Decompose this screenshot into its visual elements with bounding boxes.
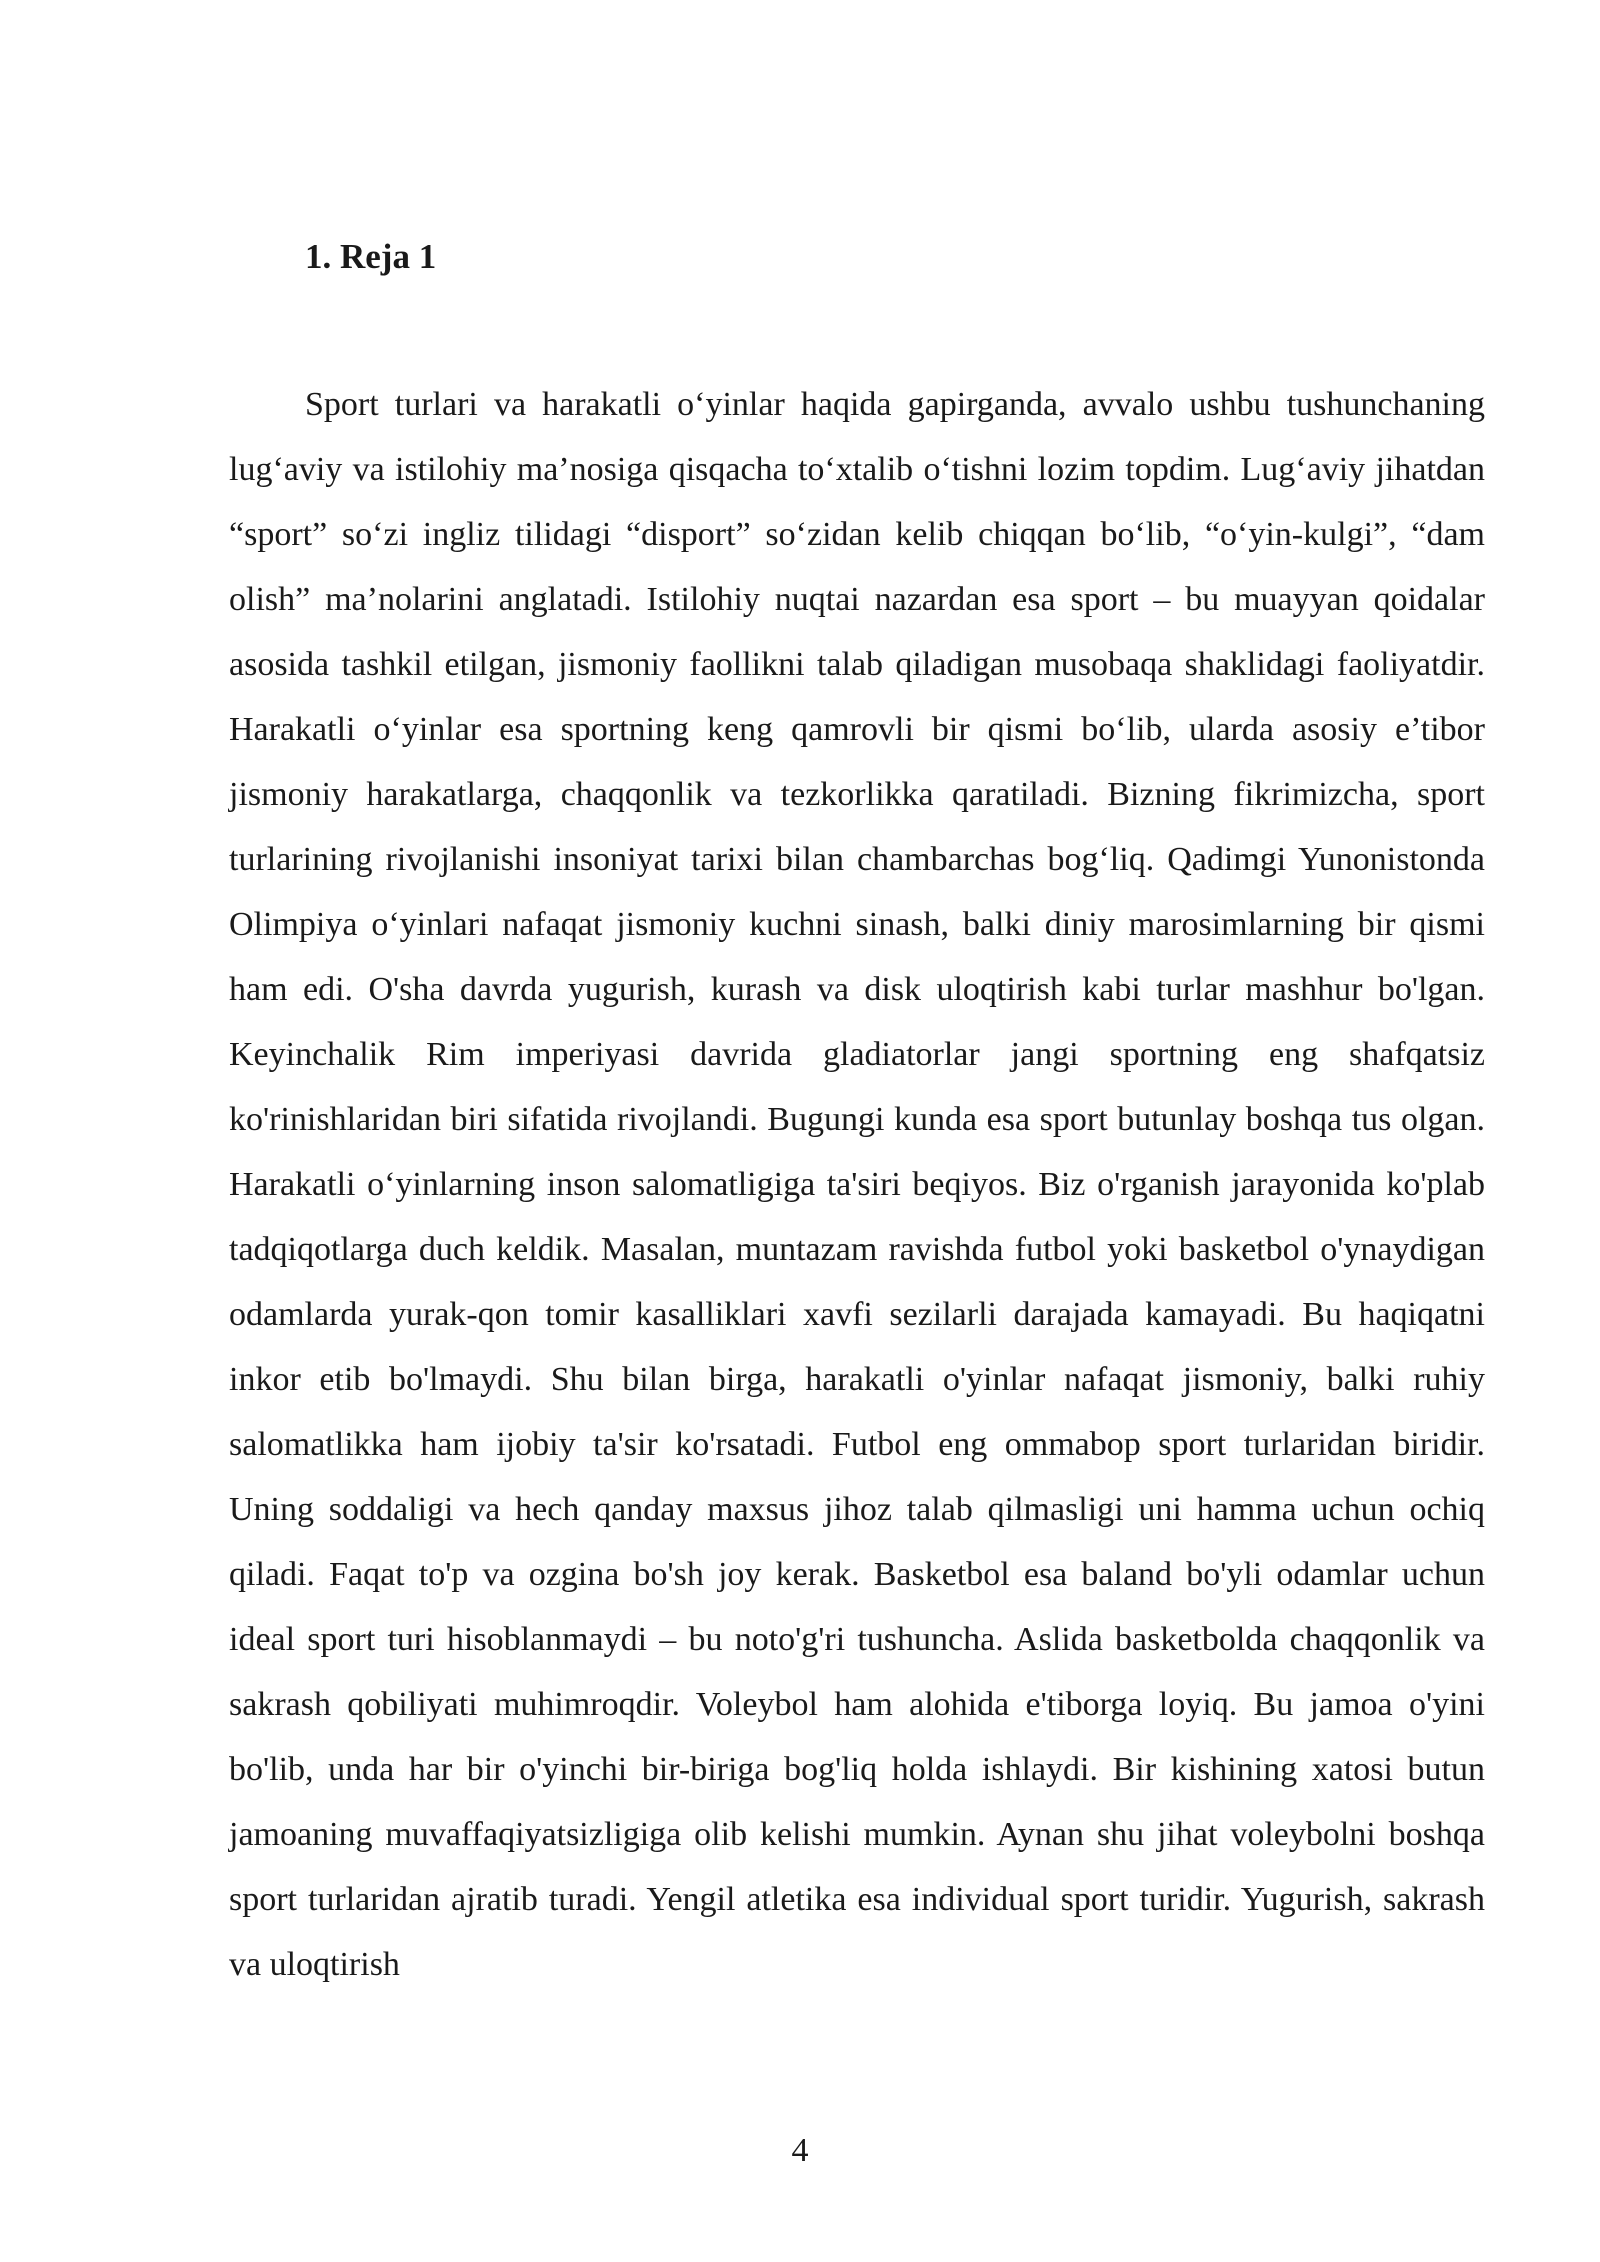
section-heading: 1. Reja 1 — [305, 237, 437, 276]
page-number: 4 — [791, 2132, 809, 2169]
body-paragraph: Sport turlari va harakatli o‘yinlar haqida gapirganda, avvalo ushbu tushunchaning lug‘aviy va istilohiy ma’nosiga qisqacha to‘xtalib o‘tishni lozim topdim. Lug‘aviy jihatdan “sport” so‘zi ingliz tilidagi “disport” so‘zidan kelib chiqqan bo‘lib, “o‘yin-kulgi”, “dam olish” ma’nolarini anglatadi. Istilohiy nuqtai nazardan esa sport – bu muayyan qoidalar asosida tashkil etilgan, jismoniy faollikni talab qiladigan musobaqa shaklidagi faoliyatdir. Harakatli o‘yinlar esa sportning keng qamrovli bir qismi bo‘lib, ularda asosiy e’tibor jismoniy harakatlarga, chaqqonlik va tezkorlikka qaratiladi. Bizning fikrimizcha, sport turlarining rivojlanishi insoniyat tarixi bilan chambarchas bog‘liq. Qadimgi Yunonistonda Olimpiya o‘yinlari nafaqat jismoniy kuchni sinash, balki diniy marosimlarning bir qismi ham edi. O'sha davrda yugurish, kurash va disk uloqtirish kabi turlar mashhur bo'lgan. Keyinchalik Rim imperiyasi davrida gladiatorlar jangi sportning eng shafqatsiz ko'rinishlaridan biri sifatida rivojlandi. Bugungi kunda esa sport butunlay boshqa tus olgan. Harakatli o‘yinlarning inson salomatligiga ta'siri beqiyos. Biz o'rganish jarayonida ko'plab tadqiqotlarga duch keldik. Masalan, muntazam ravishda futbol yoki basketbol o'ynaydigan odamlarda yurak-qon tomir kasalliklari xavfi sezilarli darajada kamayadi. Bu haqiqatni inkor etib bo'lmaydi. Shu bilan birga, harakatli o'yinlar nafaqat jismoniy, balki ruhiy salomatlikka ham ijobiy ta'sir ko'rsatadi. Futbol eng ommabop sport turlaridan biridir. Uning soddaligi va hech qanday maxsus jihoz talab qilmasligi uni hamma uchun ochiq qiladi. Faqat to'p va ozgina bo'sh joy kerak. Basketbol esa baland bo'yli odamlar uchun ideal sport turi hisoblanmaydi – bu noto'g'ri tushuncha. Aslida basketbolda chaqqonlik va sakrash qobiliyati muhimroqdir. Voleybol ham alohida e'tiborga loyiq. Bu jamoa o'yini bo'lib, unda har bir o'yinchi bir-biriga bog'liq holda ishlaydi. Bir kishining xatosi butun jamoaning muvaffaqiyatsizligiga olib kelishi mumkin. Aynan shu jihat voleybolni boshqa sport turlaridan ajratib turadi. Yengil atletika esa individual sport turidir. Yugurish, sakrash va uloqtirish — [229, 386, 1485, 1983]
